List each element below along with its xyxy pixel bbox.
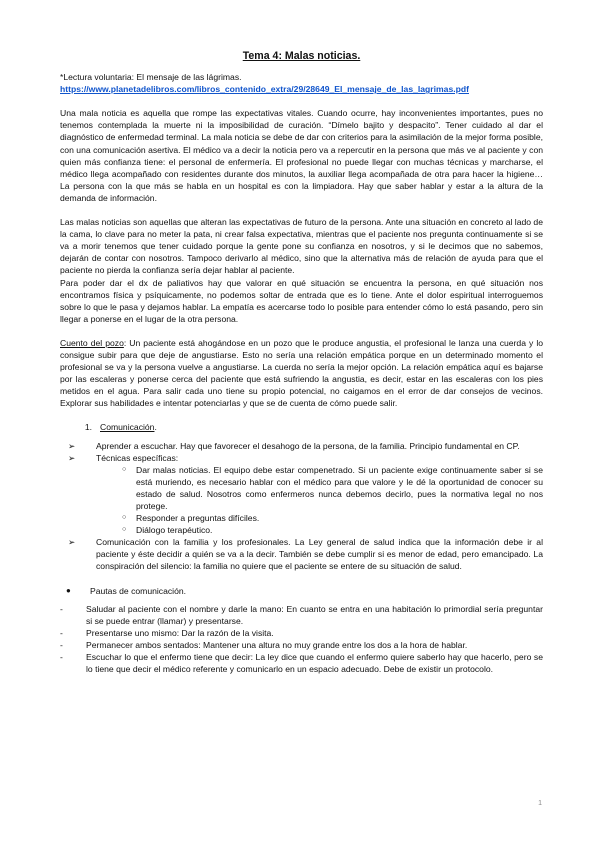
page-number: 1 <box>538 800 542 807</box>
circle-bullet-icon: ○ <box>122 526 127 534</box>
cuento-text: : Un paciente está ahogándose en un pozo que le produce angustia, el profesional le lanza una cuerda y lo consigue subir para que deje de angustiarse. Esto no sería una relación empática porque en un determinado momento el profesional se va y la persona vuelve a angustiarse. La cuerda no sería la mejor opción. La relación empática aquí es bajarse por las escaleras y ponerse cerca del paciente que está sufriendo la angustia, es decir, estar en las escaleras con los pies metidos en el agua. Para salir cada uno tiene su propio potencial, no caigamos en el error de dar consejos de vecinos. Explorar sus habilidades e intentar potenciarlas y que se de cuenta de cómo puede salir. <box>60 337 544 409</box>
list-item: - Presentarse uno mismo: Dar la razón de la visita. <box>60 627 274 638</box>
sub-list-item: ○ Responder a preguntas difíciles. <box>60 512 543 524</box>
cuento-label: Cuento del pozo <box>60 337 124 348</box>
section-number: 1. <box>84 422 92 433</box>
dot-bullet-icon: ● <box>66 585 71 595</box>
arrow-bullet-icon: ➢ <box>68 537 76 548</box>
paragraph-1: Una mala noticia es aquella que rompe las expectativas vitales. Cuando ocurre, hay inconvenientes importantes, pues no tenemos contemplada la muerte ni la imposibilidad de curación. “Dímelo bajito y despacito”. Tener cuidado al dar el diagnóstico de enfermedad terminal. La mala noticia se debe de dar con criterios para la asimilación de la mejor forma posible, con una comunicación asertiva. El médico va a decir la noticia pero va a repercutir en la persona que más ve al paciente y con quien más confianza tiene: el personal de enfermería. El profesional no puede llegar con muchas técnicas y marcharse, el médico llega acompañado con residentes durante dos minutos, la auxiliar llega acompañada de otra para hacer la higiene… La persona con la que más se habla en un hospital es con la limpiadora. Hay que saber hablar y estar a la altura de la demanda de información. <box>60 108 543 203</box>
lectura-link[interactable]: https://www.planetadelibros.com/libros_contenido_extra/29/28649_El_mensaje_de_las_lagrimas.pdf <box>60 84 469 95</box>
paragraph-3: Para poder dar el dx de paliativos hay que valorar en qué situación se encuentra la persona, en qué situación nos encontramos física y psíquicamente, no podemos soltar de entrada que es lo tiene. Ante el dolor espiritual interroguemos sobre lo que le pasa y dejamos hablar. La empatía es acercarse todo lo posible para entender cómo lo está pasando, pero sin llegar a ponerse en el lugar de la otra persona. <box>60 277 543 324</box>
circle-bullet-icon: ○ <box>122 514 127 522</box>
list-item: - Escuchar lo que el enfermo tiene que decir: La ley dice que cuando el enfermo quiere saberlo hay que hacerlo, pero se lo tiene que decir el médico referente y comunicarlo en un espacio adecuado. Debe de existir un protocolo. <box>60 652 543 675</box>
arrow-bullet-icon: ➢ <box>68 452 76 463</box>
dash-bullet-icon: - <box>60 603 63 614</box>
list-item: - Saludar al paciente con el nombre y darle la mano: En cuanto se entra en una habitación lo primordial sería preguntar si se puede entrar (llamar) y presentarse. <box>60 603 543 626</box>
lectura-label: *Lectura voluntaria: El mensaje de las lágrimas. <box>60 72 242 83</box>
paragraph-2: Las malas noticias son aquellas que alteran las expectativas de futuro de la persona. Ante una situación en concreto al lado de la cama, lo clave para no meter la pata, ni crear falsa expectativa, mientras que el paciente nos pregunta continuamente si se va a morir tenemos que tener cuidado porque la gente pone su confianza en nosotros, y si le decimos que no sabemos, dejarán de contar con nosotros. Tampoco derivarlo al médico, sino que la alternativa más de relación de ayuda para que el paciente no pierda la confianza sería dejar hablar al paciente. <box>60 217 543 276</box>
dash-bullet-icon: - <box>60 652 63 663</box>
cuento-paragraph <box>60 337 543 410</box>
pautas-heading: Pautas de comunicación. <box>90 585 187 596</box>
dash-bullet-icon: - <box>60 627 63 638</box>
arrow-bullet-icon: ➢ <box>68 440 76 451</box>
section-heading: Comunicación <box>100 422 155 433</box>
document-page <box>60 50 543 675</box>
sub-list-item: ○ Dar malas noticias. El equipo debe estar compenetrado. Si un paciente exige continuamente saber si se está muriendo, es necesario hablar con el médico para que valore y le dé la oportunidad de conocer su estado de salud. Nosotros como enfermeros nunca debemos decirlo, pues la normativa legal no nos protege. <box>60 464 543 512</box>
circle-bullet-icon: ○ <box>122 465 127 473</box>
list-item: - Permanecer ambos sentados: Mantener una altura no muy grande entre los dos a la hora de hablar. <box>60 639 468 650</box>
list-item: ➢ Comunicación con la familia y los profesionales. La Ley general de salud indica que la información debe ir al paciente y éste decidir a quién se va a la decir. También se debe cumplir si es menor de edad, pero emancipado. La conspiración del silencio: la familia no quiere que el paciente se entere de su situación de salud. <box>60 536 543 572</box>
dash-bullet-icon: - <box>60 639 63 650</box>
list-item: ➢ Aprender a escuchar. Hay que favorecer el desahogo de la persona, de la familia. Principio fundamental en CP. <box>60 440 543 452</box>
sub-list-item: ○ Diálogo terapéutico. <box>60 524 543 536</box>
page-title: Tema 4: Malas noticias. <box>242 50 361 62</box>
pautas-heading-row <box>60 585 543 597</box>
section-heading-row: 1. Comunicación. <box>60 421 543 433</box>
list-item: ➢ Técnicas específicas: <box>60 452 543 464</box>
